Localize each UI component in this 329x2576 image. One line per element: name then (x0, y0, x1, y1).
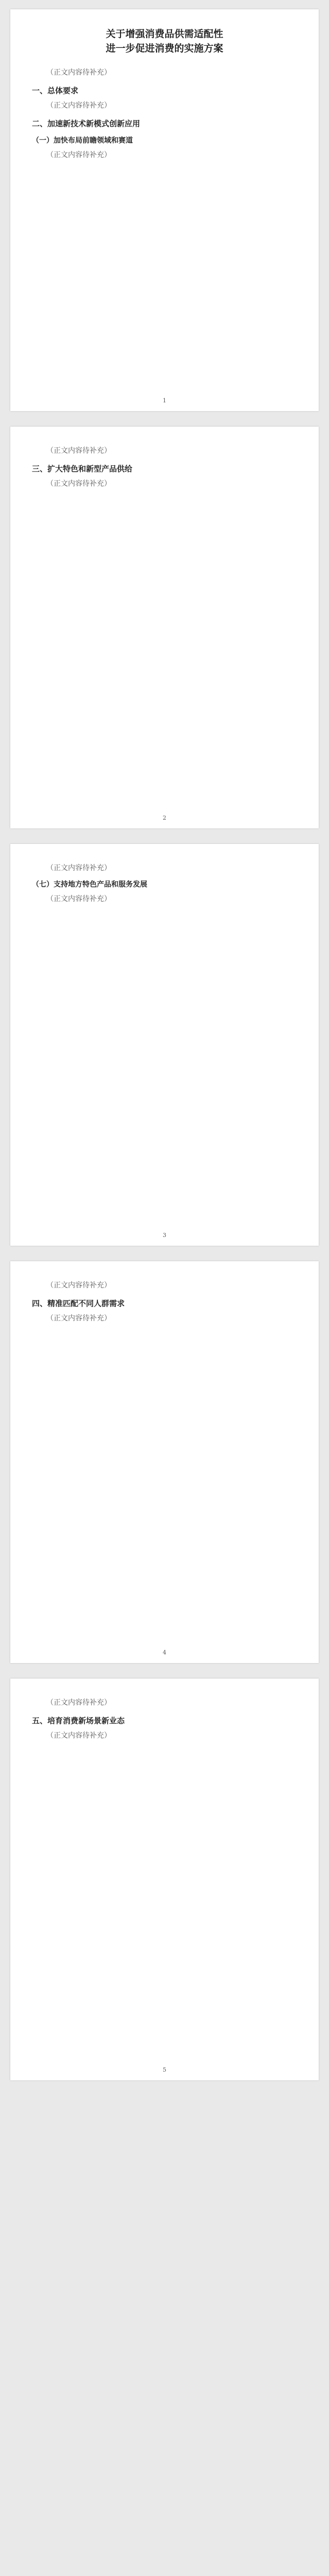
document-page-5 (10, 1679, 319, 2080)
section-heading: 一、总体要求 (32, 86, 79, 95)
subsection-heading: （七）支持地方特色产品和服务发展 (32, 880, 147, 889)
paragraph: （正文内容待补充） (46, 1281, 111, 1290)
paragraph: （正文内容待补充） (46, 864, 111, 872)
page-number: 4 (163, 1649, 166, 1656)
document-page-3 (10, 844, 319, 1246)
section-heading: 二、加速新技术新模式创新应用 (32, 119, 141, 128)
paragraph: （正文内容待补充） (46, 151, 111, 159)
paragraph: （正文内容待补充） (46, 1699, 111, 1707)
paragraph: （正文内容待补充） (46, 69, 111, 77)
paragraph: （正文内容待补充） (46, 1732, 111, 1740)
section-heading: 五、培育消费新场景新业态 (32, 1716, 125, 1725)
document-page-1 (10, 9, 319, 411)
page-number: 3 (163, 1232, 166, 1239)
page-number: 1 (163, 397, 166, 404)
subsection-heading: （一）加快布局前瞻领域和赛道 (32, 137, 133, 145)
paragraph: （正文内容待补充） (46, 447, 111, 455)
paragraph: （正文内容待补充） (46, 480, 111, 488)
document-page-2 (10, 427, 319, 828)
document-page-4 (10, 1261, 319, 1663)
paragraph: （正文内容待补充） (46, 895, 111, 903)
section-heading: 四、精准匹配不同人群需求 (32, 1299, 125, 1308)
paragraph: （正文内容待补充） (46, 101, 111, 110)
page-number: 2 (163, 815, 166, 821)
page-number: 5 (163, 2066, 166, 2073)
document-title: 关于增强消费品供需适配性 进一步促进消费的实施方案 (106, 28, 223, 54)
section-heading: 三、扩大特色和新型产品供给 (32, 464, 133, 473)
paragraph: （正文内容待补充） (46, 1314, 111, 1323)
